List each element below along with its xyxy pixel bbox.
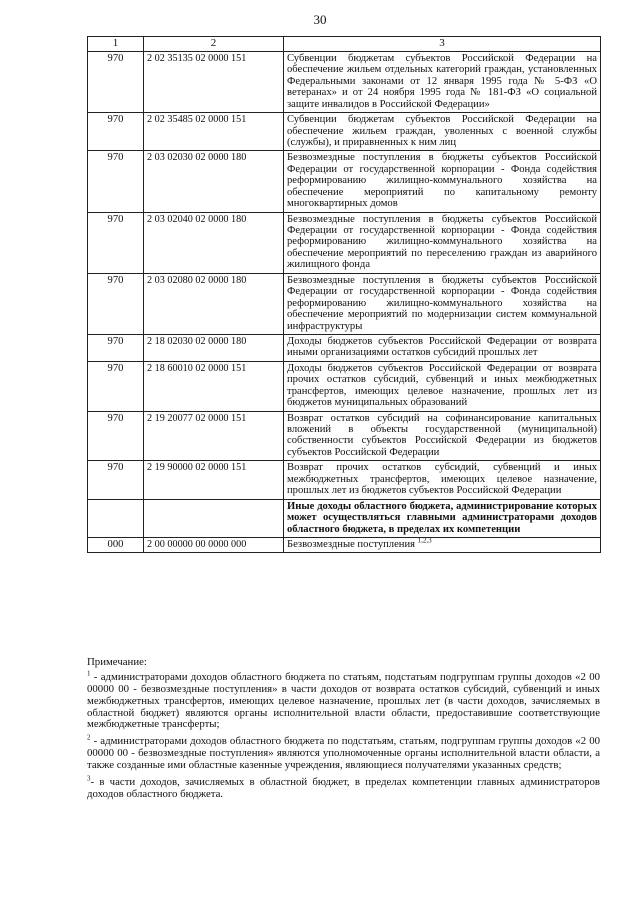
page-number: 30 bbox=[313, 12, 327, 27]
header-col-3: 3 bbox=[284, 37, 601, 52]
table-row bbox=[88, 51, 601, 112]
table-row bbox=[88, 113, 601, 151]
revenue-code-cell: 2 03 02080 02 0000 180 bbox=[144, 273, 284, 334]
description-text: Иные доходы областного бюджета, администрирование которых может осуществляться главными администраторами доходов областного бюджета, в пределах их компетенции bbox=[287, 500, 597, 535]
description-text: Доходы бюджетов субъектов Российской Федерации от возврата прочих остатков субсидий, субвенций и иных межбюджетных трансфертов, имеющих целевое назначение, прошлых лет из бюджетов муниципальных образований bbox=[287, 362, 597, 409]
notes-section bbox=[87, 657, 600, 806]
note-marker: 3 bbox=[87, 774, 91, 783]
admin-code-cell: 970 bbox=[88, 212, 144, 273]
note-text: - администраторами доходов областного бюджета по подстатьям, статьям, подгруппам группы доходов «2 00 00000 00 - безвозмездные поступления» являются уполномоченные органы исполнительной власти области, а также созданные ими областные казенные учреждения, являющиеся получателями указанных средств; bbox=[87, 735, 600, 771]
revenue-code-cell: 2 02 35485 02 0000 151 bbox=[144, 113, 284, 151]
description-text: Безвозмездные поступления в бюджеты субъектов Российской Федерации от государственной корпорации - Фонда содействия реформированию жилищно-коммунального хозяйства на обеспечение мероприятий по переселению граждан из аварийного жилищного фонда bbox=[287, 213, 597, 271]
description-cell bbox=[284, 461, 601, 499]
table-header-row bbox=[88, 37, 601, 52]
table-row bbox=[88, 334, 601, 361]
revenue-code-cell: 2 03 02040 02 0000 180 bbox=[144, 212, 284, 273]
description-cell bbox=[284, 361, 601, 411]
notes-title: Примечание: bbox=[87, 656, 147, 668]
description-text: Субвенции бюджетам субъектов Российской Федерации на обеспечение жильем отдельных категорий граждан, установленных Федеральными законами от 12 января 1995 года № 5-ФЗ «О ветеранах» и от 24 ноября 1995 года № 181-ФЗ «О социальной защите инвалидов в Российской Федерации» bbox=[287, 52, 597, 110]
table-body bbox=[88, 51, 601, 553]
revenue-code-cell: 2 19 90000 02 0000 151 bbox=[144, 461, 284, 499]
description-text: Возврат прочих остатков субсидий, субвенций и иных межбюджетных трансфертов, имеющих целевое назначение, прошлых лет из бюджетов субъектов Российской Федерации bbox=[287, 462, 597, 497]
note-item bbox=[87, 733, 600, 772]
note-marker: 2 bbox=[87, 733, 91, 742]
table-row bbox=[88, 537, 601, 552]
description-cell bbox=[284, 151, 601, 212]
table-row bbox=[88, 212, 601, 273]
description-text: Безвозмездные поступления bbox=[287, 538, 416, 550]
note-item bbox=[87, 669, 600, 731]
description-text: Доходы бюджетов субъектов Российской Федерации от возврата иными организациями остатков субсидий прошлых лет bbox=[287, 335, 597, 359]
note-marker: 1 bbox=[87, 669, 91, 678]
description-cell bbox=[284, 499, 601, 537]
admin-code-cell: 970 bbox=[88, 273, 144, 334]
admin-code-cell: 000 bbox=[88, 537, 144, 552]
admin-code-cell: 970 bbox=[88, 334, 144, 361]
note-item bbox=[87, 774, 600, 801]
admin-code-cell: 970 bbox=[88, 361, 144, 411]
table-row bbox=[88, 411, 601, 461]
revenue-code-cell: 2 18 60010 02 0000 151 bbox=[144, 361, 284, 411]
description-cell bbox=[284, 411, 601, 461]
description-text: Возврат остатков субсидий на софинансирование капитальных вложений в объекты государственной (муниципальной) собственности субъектов Российской Федерации из бюджетов субъектов Российской Федерации bbox=[287, 412, 597, 458]
description-text: Субвенции бюджетам субъектов Российской Федерации на обеспечение жильем граждан, уволенных с военной службы (службы), и приравненных к ним лиц bbox=[287, 114, 597, 148]
header-col-2: 2 bbox=[144, 37, 284, 52]
admin-code-cell: 970 bbox=[88, 411, 144, 461]
table-row bbox=[88, 151, 601, 212]
revenue-code-cell: 2 19 20077 02 0000 151 bbox=[144, 411, 284, 461]
table-row bbox=[88, 461, 601, 499]
notes-list bbox=[87, 669, 600, 801]
revenue-table bbox=[87, 36, 601, 553]
admin-code-cell bbox=[88, 499, 144, 537]
description-cell bbox=[284, 51, 601, 112]
description-cell bbox=[284, 334, 601, 361]
admin-code-cell: 970 bbox=[88, 51, 144, 112]
admin-code-cell: 970 bbox=[88, 113, 144, 151]
description-cell bbox=[284, 273, 601, 334]
description-cell bbox=[284, 212, 601, 273]
description-text: Безвозмездные поступления в бюджеты субъектов Российской Федерации от государственной корпорации - Фонда содействия реформированию жилищно-коммунального хозяйства на обеспечение мероприятий по капитальному ремонту многоквартирных домов bbox=[287, 152, 597, 210]
description-cell bbox=[284, 113, 601, 151]
table-row bbox=[88, 273, 601, 334]
admin-code-cell: 970 bbox=[88, 151, 144, 212]
note-text: - в части доходов, зачисляемых в областной бюджет, в пределах компетенции главных администраторов доходов областного бюджета. bbox=[87, 775, 600, 800]
table-row bbox=[88, 499, 601, 537]
revenue-code-cell: 2 00 00000 00 0000 000 bbox=[144, 537, 284, 552]
revenue-code-cell: 2 02 35135 02 0000 151 bbox=[144, 51, 284, 112]
header-col-1: 1 bbox=[88, 37, 144, 52]
description-cell bbox=[284, 537, 601, 552]
revenue-code-cell: 2 18 02030 02 0000 180 bbox=[144, 334, 284, 361]
table-row bbox=[88, 361, 601, 411]
revenue-code-cell bbox=[144, 499, 284, 537]
footnote-marker: 1,2,3 bbox=[417, 536, 432, 545]
note-text: - администраторами доходов областного бюджета по статьям, подстатьям подгруппам группы доходов «2 00 00000 00 - безвозмездные поступления» в части доходов от возврата остатков субсидий, субвенций и иных межбюджетных трансфертов, имеющих целевое назначение, прошлых лет (в части доходов, зачисляемых в областной бюджет) являются органы исполнительной власти области, предоставившие соответствующие межбюджетные трансферты; bbox=[87, 670, 600, 731]
revenue-code-cell: 2 03 02030 02 0000 180 bbox=[144, 151, 284, 212]
admin-code-cell: 970 bbox=[88, 461, 144, 499]
description-text: Безвозмездные поступления в бюджеты субъектов Российской Федерации от государственной корпорации - Фонда содействия реформированию жилищно-коммунального хозяйства на обеспечение мероприятий по модернизации систем коммунальной инфраструктуры bbox=[287, 274, 597, 332]
